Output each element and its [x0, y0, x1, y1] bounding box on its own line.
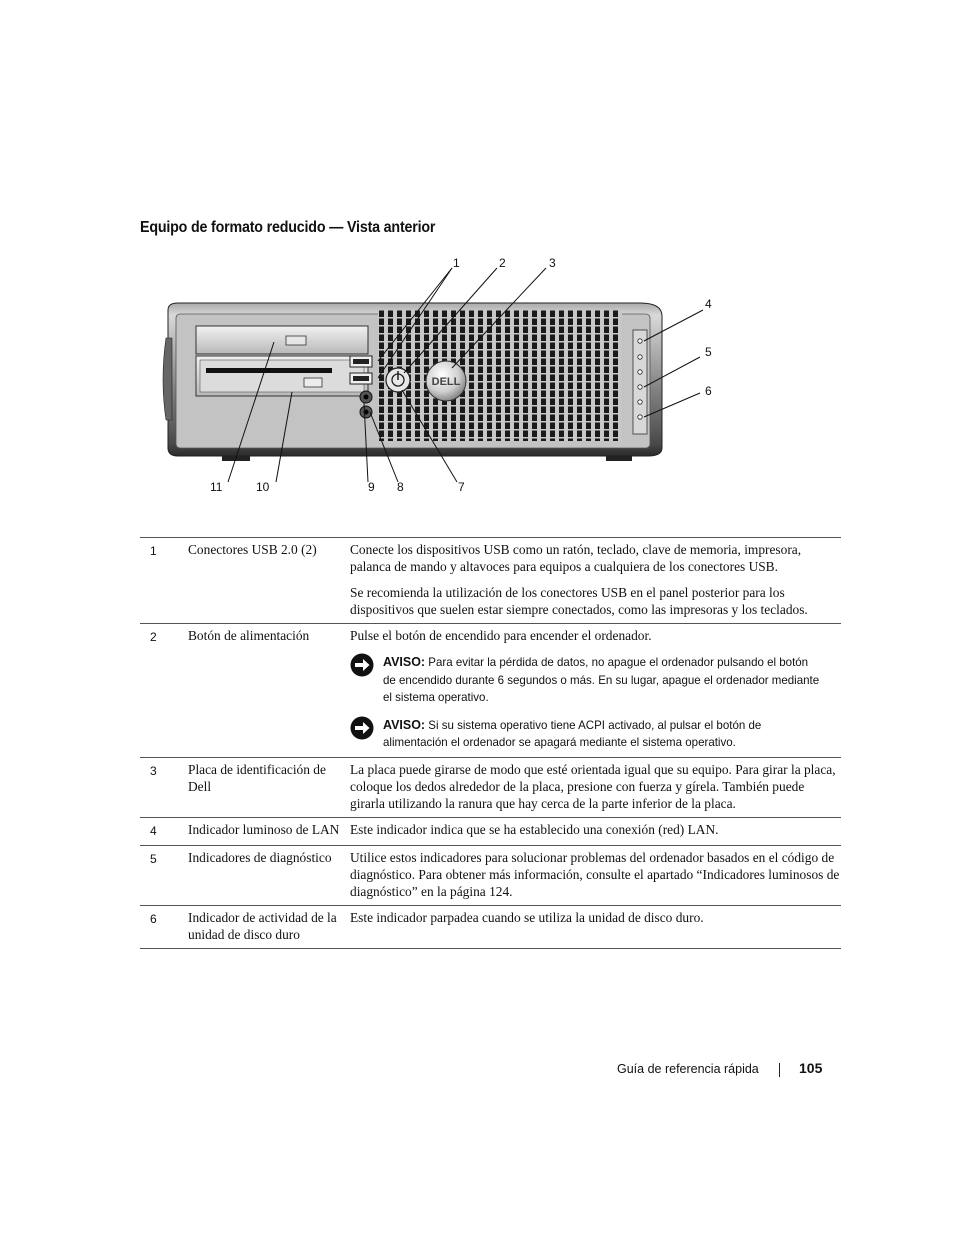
table-row — [140, 538, 841, 624]
notice-label: AVISO: — [383, 716, 426, 732]
power-button-icon — [386, 368, 410, 392]
notice-body: Para evitar la pérdida de datos, no apague el ordenador pulsando el botón de encendido durante 6 segundos o más. En su lugar, apague el ordenador mediante el sistema operativo. — [383, 655, 820, 704]
callout-10: 10 — [256, 480, 270, 494]
row-description — [350, 905, 841, 948]
table-row — [140, 845, 841, 905]
callout-8: 8 — [397, 480, 404, 494]
row-item-name: Indicador de actividad de la unidad de disco duro — [188, 905, 350, 948]
notice-icon — [350, 653, 374, 677]
notice-icon — [350, 716, 374, 740]
optical-drive-bay — [196, 326, 368, 354]
indicator-panel — [633, 330, 647, 434]
row-number: 6 — [140, 905, 188, 948]
row-item-name: Indicadores de diagnóstico — [188, 845, 350, 905]
table-row — [140, 905, 841, 948]
table-row — [140, 624, 841, 758]
callout-6: 6 — [705, 384, 712, 398]
vent-grille — [378, 310, 622, 441]
row-number: 2 — [140, 624, 188, 758]
callout-11: 11 — [210, 480, 223, 494]
row-description — [350, 817, 841, 845]
description-paragraph: Se recomienda la utilización de los conectores USB en el panel posterior para los dispositivos que suelen estar siempre conectados, como las impresoras y los teclados. — [350, 585, 808, 617]
description-paragraph: Este indicador indica que se ha establecido una conexión (red) LAN. — [350, 821, 719, 837]
row-number: 3 — [140, 757, 188, 817]
footer-document-title: Guía de referencia rápida — [617, 1062, 759, 1076]
notice-text — [383, 653, 823, 707]
callout-9: 9 — [368, 480, 375, 494]
table-row — [140, 817, 841, 845]
row-item-name: Placa de identificación de Dell — [188, 757, 350, 817]
notice-label: AVISO: — [383, 654, 426, 669]
footer-divider — [779, 1063, 780, 1077]
callout-5: 5 — [705, 345, 712, 359]
row-description — [350, 538, 841, 624]
page-number: 105 — [799, 1060, 823, 1076]
row-description — [350, 845, 841, 905]
callout-2: 2 — [499, 256, 506, 270]
callout-4: 4 — [705, 297, 712, 311]
row-description — [350, 757, 841, 817]
computer-front-view-illustration — [0, 0, 954, 520]
components-table — [140, 537, 841, 949]
description-paragraph: Utilice estos indicadores para solucionar problemas del ordenador basados en el código de diagnóstico. Para obtener más información, consulte el apartado “Indicadores luminosos de diagnóstico” en la página 124. — [350, 849, 840, 899]
notice-block — [350, 716, 841, 752]
description-paragraph: Este indicador parpadea cuando se utiliza la unidad de disco duro. — [350, 909, 704, 925]
notice-body: Si su sistema operativo tiene ACPI activado, al pulsar el botón de alimentación el ordenador se apagará mediante el sistema operativo. — [383, 717, 762, 749]
notice-block — [350, 653, 841, 707]
description-paragraph: Pulse el botón de encendido para encender el ordenador. — [350, 628, 652, 643]
row-item-name: Conectores USB 2.0 (2) — [188, 538, 350, 624]
row-number: 1 — [140, 538, 188, 624]
section-title: Equipo de formato reducido — Vista anterior — [140, 219, 436, 236]
row-description — [350, 624, 841, 758]
description-paragraph: La placa puede girarse de modo que esté orientada igual que su equipo. Para girar la placa, coloque los dedos alrededor de la placa, presione con fuerza y gírela. También puede girarla utilizando la ranura que hay cerca de la parte inferior de la placa. — [350, 761, 836, 811]
callout-3: 3 — [549, 256, 556, 270]
dell-badge-logo — [426, 361, 466, 401]
svg-text:DELL: DELL — [431, 376, 461, 388]
row-number: 5 — [140, 845, 188, 905]
callout-7: 7 — [458, 480, 465, 494]
row-number: 4 — [140, 817, 188, 845]
row-item-name: Indicador luminoso de LAN — [188, 817, 350, 845]
row-item-name: Botón de alimentación — [188, 624, 350, 758]
notice-text — [383, 716, 823, 752]
callout-1: 1 — [453, 256, 460, 270]
description-paragraph: Conecte los dispositivos USB como un ratón, teclado, clave de memoria, impresora, palanca de mando y altavoces para equipos a cualquiera de los conectores USB. — [350, 542, 802, 574]
table-row — [140, 757, 841, 817]
floppy-drive-bay — [196, 356, 368, 396]
